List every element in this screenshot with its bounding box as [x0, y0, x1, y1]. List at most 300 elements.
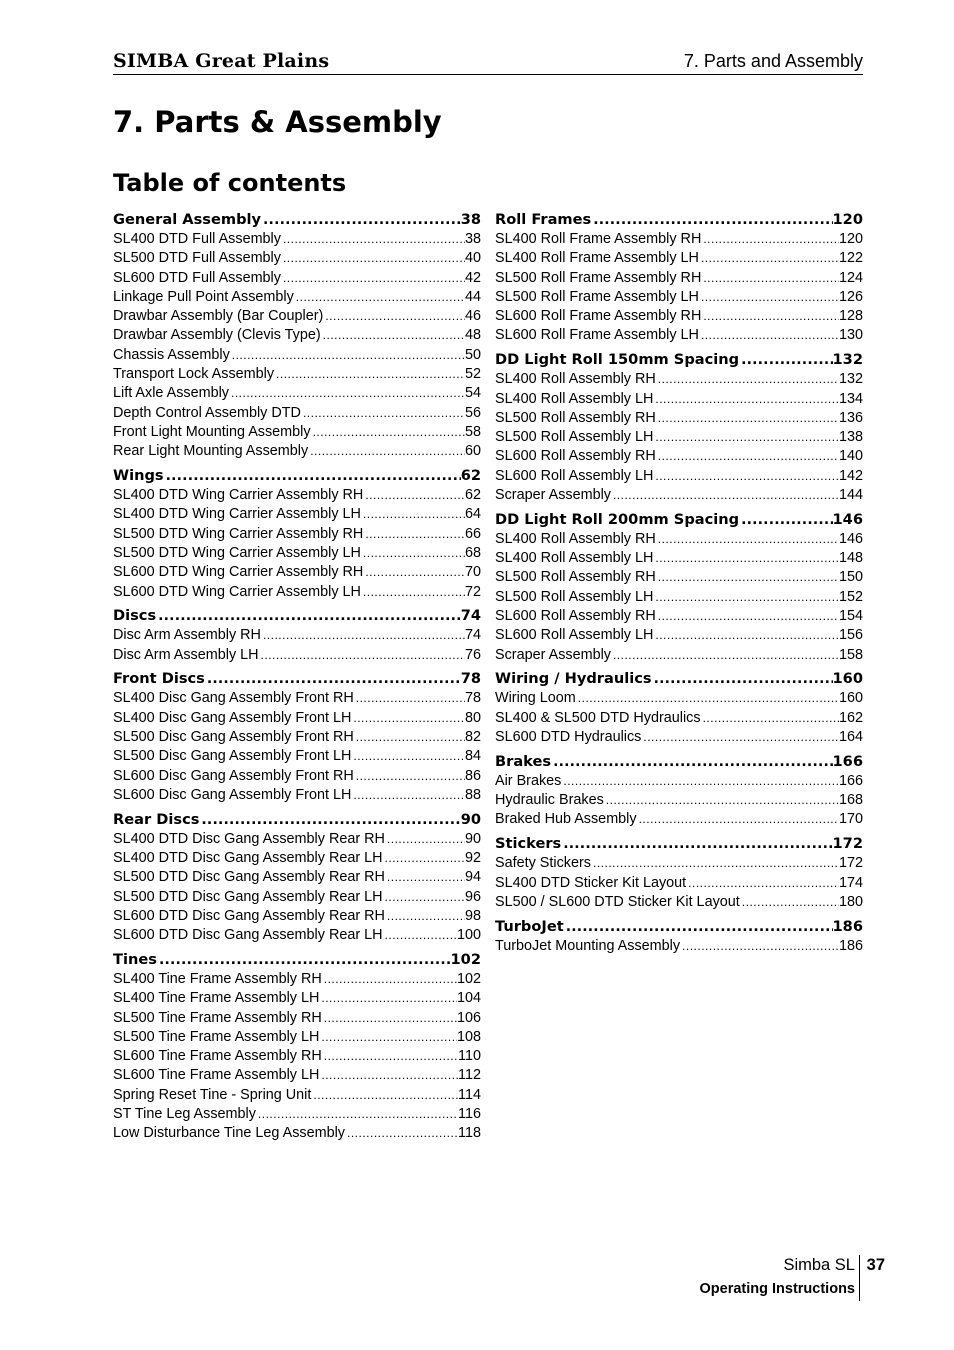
toc-entry-label: SL500 Disc Gang Assembly Front RH	[113, 729, 354, 746]
toc-entry-label: SL500 Disc Gang Assembly Front LH	[113, 748, 352, 765]
toc-section-heading[interactable]	[113, 810, 481, 830]
toc-entry-label: SL400 Roll Assembly LH	[495, 390, 654, 407]
dot-leader	[385, 830, 465, 849]
toc-entry-label: SL400 Roll Assembly RH	[495, 530, 656, 547]
toc-entry[interactable]	[113, 384, 481, 403]
dot-leader	[611, 486, 839, 505]
toc-entry[interactable]	[113, 849, 481, 868]
toc-entry-page: 48	[464, 327, 481, 344]
dot-leader	[281, 230, 465, 249]
toc-entry-label: SL400 Roll Frame Assembly LH	[495, 250, 699, 267]
toc-heading-label: Front Discs	[113, 670, 205, 688]
toc-section-heading[interactable]	[495, 210, 863, 230]
toc-heading-page: 38	[460, 211, 481, 228]
toc-entry[interactable]	[495, 486, 863, 505]
toc-entry-label: Safety Stickers	[495, 855, 591, 872]
dot-leader	[561, 834, 832, 854]
toc-entry[interactable]	[113, 1009, 481, 1028]
toc-entry-label: SL400 Roll Frame Assembly RH	[495, 231, 702, 247]
toc-entry[interactable]	[113, 888, 481, 907]
dot-leader	[354, 767, 465, 786]
dot-leader	[351, 786, 465, 805]
dot-leader	[701, 307, 839, 326]
toc-entry[interactable]	[113, 689, 481, 708]
toc-entry[interactable]	[113, 970, 481, 989]
footer-product-name: Simba SL	[783, 1256, 855, 1274]
toc-entry-label: Chassis Assembly	[113, 346, 230, 363]
toc-entry[interactable]	[113, 868, 481, 887]
dot-leader	[653, 626, 839, 645]
dot-leader	[323, 307, 465, 326]
dot-leader	[311, 423, 465, 442]
toc-entry[interactable]	[113, 404, 481, 423]
toc-entry[interactable]	[113, 767, 481, 786]
toc-entry-page: 86	[464, 767, 481, 784]
toc-entry-page: 118	[458, 1125, 481, 1142]
toc-entry-label: Drawbar Assembly (Clevis Type)	[113, 327, 321, 344]
toc-entry[interactable]	[113, 269, 481, 288]
toc-entry-label: Disc Arm Assembly LH	[113, 646, 259, 663]
dot-leader	[354, 728, 465, 747]
toc-entry-page: 56	[464, 404, 481, 421]
toc-entry[interactable]	[495, 428, 863, 447]
toc-entry[interactable]	[113, 544, 481, 563]
toc-entry-label: Air Brakes	[495, 772, 562, 789]
toc-heading-page: 172	[832, 835, 863, 853]
toc-entry[interactable]	[495, 874, 863, 893]
dot-leader	[383, 849, 465, 868]
toc-entry-label: SL500 Roll Assembly LH	[495, 429, 654, 446]
toc-entry-label: SL600 Roll Assembly RH	[495, 448, 656, 465]
toc-entry-page: 124	[838, 269, 863, 286]
page-footer	[640, 1253, 885, 1301]
toc-entry-page: 78	[464, 690, 481, 707]
footer-divider	[859, 1255, 860, 1301]
dot-leader	[656, 409, 839, 428]
toc-entry[interactable]	[495, 568, 863, 587]
toc-entry[interactable]	[495, 549, 863, 568]
toc-entry-page: 160	[838, 690, 863, 707]
toc-entry-label: SL400 Tine Frame Assembly RH	[113, 971, 322, 987]
dot-leader	[591, 854, 839, 873]
toc-entry[interactable]	[113, 1047, 481, 1066]
toc-entry-label: Linkage Pull Point Assembly	[113, 288, 294, 305]
toc-entry[interactable]	[113, 786, 481, 805]
toc-heading-label: Wings	[113, 467, 164, 485]
toc-entry-label: Disc Arm Assembly RH	[113, 627, 261, 644]
toc-entry-label: Transport Lock Assembly	[113, 366, 275, 383]
toc-entry[interactable]	[113, 230, 481, 249]
toc-entry[interactable]	[495, 791, 863, 810]
dot-leader	[322, 1047, 458, 1066]
dot-leader	[157, 950, 451, 970]
toc-entry-page: 94	[464, 869, 481, 886]
toc-entry[interactable]	[495, 307, 863, 326]
toc-entry[interactable]	[495, 230, 863, 249]
dot-leader	[301, 404, 465, 423]
toc-entry[interactable]	[495, 709, 863, 728]
toc-entry[interactable]	[113, 747, 481, 766]
dot-leader	[319, 989, 457, 1008]
dot-leader	[308, 442, 465, 461]
toc-section	[495, 669, 863, 747]
toc-section	[113, 210, 481, 462]
toc-entry-page: 126	[838, 288, 863, 305]
toc-entry-page: 148	[838, 550, 863, 567]
toc-entry-page: 76	[464, 646, 481, 663]
toc-entry-page: 174	[838, 874, 863, 891]
dot-leader	[321, 326, 465, 345]
toc-entry-page: 144	[838, 487, 863, 504]
toc-entry[interactable]	[113, 1105, 481, 1124]
toc-section-heading[interactable]	[495, 510, 863, 530]
toc-entry-page: 88	[464, 786, 481, 803]
toc-entry[interactable]	[113, 626, 481, 645]
toc-entry-label: Low Disturbance Tine Leg Assembly	[113, 1125, 345, 1142]
toc-entry[interactable]	[113, 365, 481, 384]
toc-entry[interactable]	[495, 269, 863, 288]
toc-entry-page: 134	[838, 390, 863, 407]
toc-entry[interactable]	[113, 1066, 481, 1085]
toc-entry-label: SL400 Roll Assembly RH	[495, 371, 656, 388]
toc-entry[interactable]	[113, 728, 481, 747]
toc-entry[interactable]	[495, 390, 863, 409]
toc-entry-page: 84	[464, 748, 481, 765]
toc-entry-page: 40	[464, 250, 481, 267]
toc-entry-label: SL600 Roll Assembly RH	[495, 608, 656, 625]
toc-heading-page: 74	[460, 607, 481, 625]
toc-entry-page: 112	[458, 1067, 481, 1084]
toc-entry[interactable]	[113, 709, 481, 728]
toc-section-heading[interactable]	[113, 466, 481, 486]
toc-entry-page: 110	[458, 1048, 481, 1065]
toc-entry-label: SL600 Tine Frame Assembly RH	[113, 1048, 322, 1065]
dot-leader	[345, 1124, 458, 1143]
header-section-label: 7. Parts and Assembly	[683, 51, 863, 71]
toc-entry-label: SL600 Roll Frame Assembly LH	[495, 327, 699, 344]
toc-entry-page: 138	[838, 429, 863, 446]
toc-entry[interactable]	[113, 505, 481, 524]
toc-entry-page: 38	[464, 231, 481, 247]
dot-leader	[351, 709, 465, 728]
toc-entry-label: SL400 DTD Sticker Kit Layout	[495, 874, 687, 891]
toc-entry[interactable]	[495, 689, 863, 708]
dot-leader	[205, 669, 461, 689]
toc-section-heading[interactable]	[495, 917, 863, 937]
toc-section	[495, 917, 863, 956]
dot-leader	[656, 607, 839, 626]
toc-entry[interactable]	[113, 583, 481, 602]
toc-entry[interactable]	[495, 467, 863, 486]
toc-entry-page: 68	[464, 544, 481, 561]
dot-leader	[261, 210, 461, 230]
toc-entry[interactable]	[113, 926, 481, 945]
toc-entry[interactable]	[113, 249, 481, 268]
toc-entry[interactable]	[495, 728, 863, 747]
toc-entry[interactable]	[495, 893, 863, 912]
toc-section	[113, 950, 481, 1144]
toc-entry[interactable]	[113, 1124, 481, 1143]
toc-entry-page: 166	[838, 772, 863, 789]
page-title: 7. Parts & Assembly	[113, 105, 442, 139]
toc-entry-label: SL400 Tine Frame Assembly LH	[113, 990, 320, 1007]
toc-entry[interactable]	[113, 288, 481, 307]
toc-entry-label: Spring Reset Tine - Spring Unit	[113, 1086, 312, 1103]
toc-entry-label: Hydraulic Brakes	[495, 792, 604, 809]
toc-section	[495, 210, 863, 346]
dot-leader	[281, 269, 465, 288]
toc-entry-label: SL500 DTD Full Assembly	[113, 250, 281, 267]
toc-entry-label: SL400 DTD Disc Gang Assembly Rear RH	[113, 830, 385, 847]
toc-heading-label: General Assembly	[113, 211, 262, 228]
toc-entry-label: SL400 Roll Assembly LH	[495, 550, 654, 567]
toc-entry[interactable]	[495, 607, 863, 626]
toc-section	[495, 510, 863, 665]
dot-leader	[611, 646, 839, 665]
toc-entry[interactable]	[495, 646, 863, 665]
toc-entry-page: 42	[464, 269, 481, 286]
toc-entry-page: 116	[458, 1106, 481, 1123]
dot-leader	[351, 747, 465, 766]
dot-leader	[385, 907, 465, 926]
dot-leader	[322, 1009, 457, 1028]
brand-simba: SIMBA	[113, 50, 189, 72]
dot-leader	[281, 249, 465, 268]
page-number: 37	[866, 1256, 885, 1274]
dot-leader	[199, 810, 460, 830]
toc-section-heading[interactable]	[113, 210, 481, 230]
toc-heading-label: DD Light Roll 200mm Spacing	[495, 510, 740, 528]
toc-entry-label: SL500 Roll Frame Assembly LH	[495, 288, 699, 305]
dot-leader	[294, 288, 465, 307]
dot-leader	[564, 917, 833, 937]
toc-entry-page: 64	[464, 506, 481, 523]
dot-leader	[641, 728, 839, 747]
dot-leader	[686, 874, 839, 893]
toc-entry-label: SL600 DTD Full Assembly	[113, 269, 281, 286]
toc-entry[interactable]	[495, 370, 863, 389]
toc-entry-page: 90	[464, 830, 481, 847]
dot-leader	[363, 525, 465, 544]
toc-entry-label: SL500 Roll Assembly RH	[495, 409, 656, 426]
dot-leader	[319, 1028, 457, 1047]
toc-column-right	[495, 210, 863, 960]
toc-entry[interactable]	[495, 326, 863, 345]
dot-leader	[229, 384, 465, 403]
toc-entry-label: ST Tine Leg Assembly	[113, 1106, 256, 1123]
toc-entry[interactable]	[113, 1028, 481, 1047]
toc-entry[interactable]	[113, 346, 481, 365]
dot-leader	[361, 583, 465, 602]
toc-entry-label: SL600 DTD Hydraulics	[495, 729, 642, 746]
toc-entry-page: 100	[456, 927, 481, 944]
toc-entry-label: SL500 Tine Frame Assembly LH	[113, 1028, 320, 1045]
toc-entry[interactable]	[495, 937, 863, 956]
toc-entry[interactable]	[495, 249, 863, 268]
toc-entry-label: SL500 DTD Disc Gang Assembly Rear LH	[113, 888, 383, 905]
dot-leader	[354, 689, 465, 708]
toc-entry-page: 130	[838, 327, 863, 344]
toc-entry-page: 158	[838, 646, 863, 663]
toc-entry-label: Scraper Assembly	[495, 646, 611, 663]
toc-section-heading[interactable]	[113, 669, 481, 689]
toc-heading-page: 90	[460, 810, 481, 828]
dot-leader	[653, 428, 839, 447]
toc-entry-page: 58	[464, 423, 481, 440]
toc-entry-label: Drawbar Assembly (Bar Coupler)	[113, 308, 324, 325]
toc-entry-page: 172	[838, 855, 863, 872]
toc-heading-page: 146	[832, 510, 863, 528]
toc-entry[interactable]	[495, 447, 863, 466]
toc-entry-page: 122	[838, 250, 863, 267]
toc-entry[interactable]	[113, 486, 481, 505]
toc-entry[interactable]	[495, 626, 863, 645]
toc-entry-label: SL600 Roll Frame Assembly RH	[495, 308, 702, 325]
toc-entry-page: 54	[464, 385, 481, 402]
toc-entry[interactable]	[495, 854, 863, 873]
toc-entry-page: 80	[464, 709, 481, 726]
dot-leader	[230, 346, 465, 365]
toc-entry-label: SL500 Roll Frame Assembly RH	[495, 269, 702, 286]
toc-entry-page: 108	[456, 1028, 481, 1045]
toc-entry[interactable]	[113, 907, 481, 926]
dot-leader	[156, 606, 461, 626]
toc-entry-page: 142	[838, 467, 863, 484]
toc-entry-page: 74	[464, 627, 481, 644]
dot-leader	[699, 326, 839, 345]
toc-section-heading[interactable]	[495, 834, 863, 854]
toc-entry-label: SL600 Disc Gang Assembly Front LH	[113, 786, 352, 803]
toc-entry-label: SL500 DTD Wing Carrier Assembly LH	[113, 544, 361, 561]
dot-leader	[256, 1105, 458, 1124]
dot-leader	[701, 709, 839, 728]
toc-entry-page: 60	[464, 443, 481, 460]
toc-entry-page: 62	[464, 487, 481, 504]
toc-entry-page: 136	[838, 409, 863, 426]
toc-entry[interactable]	[113, 830, 481, 849]
toc-entry[interactable]	[113, 442, 481, 461]
toc-entry-label: SL500 Tine Frame Assembly RH	[113, 1009, 322, 1026]
toc-entry[interactable]	[113, 423, 481, 442]
toc-entry-page: 152	[838, 588, 863, 605]
toc-entry-page: 154	[838, 608, 863, 625]
toc-entry-page: 146	[838, 530, 863, 547]
dot-leader	[656, 568, 839, 587]
toc-entry[interactable]	[113, 989, 481, 1008]
toc-entry-label: SL400 DTD Full Assembly	[113, 231, 281, 247]
toc-entry-page: 168	[838, 792, 863, 809]
toc-entry-label: Rear Light Mounting Assembly	[113, 443, 309, 460]
dot-leader	[653, 467, 839, 486]
toc-entry-label: SL500 / SL600 DTD Sticker Kit Layout	[495, 893, 740, 910]
toc-entry-page: 106	[456, 1009, 481, 1026]
toc-entry[interactable]	[495, 810, 863, 829]
toc-entry-page: 82	[464, 729, 481, 746]
toc-entry[interactable]	[495, 288, 863, 307]
toc-entry[interactable]	[113, 1086, 481, 1105]
toc-heading-page: 186	[832, 917, 863, 935]
toc-entry[interactable]	[495, 530, 863, 549]
toc-section-heading[interactable]	[495, 752, 863, 772]
toc-entry[interactable]	[113, 563, 481, 582]
dot-leader	[656, 370, 839, 389]
toc-entry-label: SL600 DTD Wing Carrier Assembly RH	[113, 564, 364, 581]
dot-leader	[701, 230, 839, 249]
toc-entry-page: 52	[464, 366, 481, 383]
toc-entry[interactable]	[495, 588, 863, 607]
toc-heading-page: 62	[460, 467, 481, 485]
toc-heading-page: 160	[832, 670, 863, 688]
dot-leader	[739, 510, 832, 530]
toc-entry-label: SL400 Disc Gang Assembly Front RH	[113, 690, 354, 707]
toc-section	[495, 350, 863, 505]
dot-leader	[164, 466, 461, 486]
toc-entry-page: 46	[464, 308, 481, 325]
brand-logo	[113, 50, 329, 72]
toc-entry[interactable]	[113, 326, 481, 345]
toc-section-heading[interactable]	[495, 669, 863, 689]
dot-leader	[361, 544, 465, 563]
toc-entry-page: 96	[464, 888, 481, 905]
toc-entry-page: 50	[464, 346, 481, 363]
toc-entry-label: SL600 Roll Assembly LH	[495, 467, 654, 484]
toc-heading-label: Discs	[113, 607, 157, 625]
toc-entry-page: 66	[464, 525, 481, 542]
toc-entry-page: 170	[838, 811, 863, 828]
toc-entry-label: SL600 DTD Disc Gang Assembly Rear RH	[113, 907, 385, 924]
dot-leader	[576, 689, 839, 708]
toc-heading-page: 166	[832, 752, 863, 770]
dot-leader	[699, 249, 839, 268]
toc-entry[interactable]	[495, 772, 863, 791]
toc-heading-label: Rear Discs	[113, 810, 200, 828]
toc-heading-label: Tines	[113, 951, 157, 968]
toc-section-heading[interactable]	[113, 606, 481, 626]
toc-entry-label: Lift Axle Assembly	[113, 385, 229, 402]
toc-entry-label: SL400 DTD Disc Gang Assembly Rear LH	[113, 850, 383, 867]
toc-entry-label: SL600 Tine Frame Assembly LH	[113, 1067, 320, 1084]
toc-entry[interactable]	[113, 525, 481, 544]
toc-entry-label: SL600 DTD Disc Gang Assembly Rear LH	[113, 927, 383, 944]
toc-heading-label: Wiring / Hydraulics	[495, 670, 652, 688]
toc-entry-page: 140	[838, 448, 863, 465]
toc-entry-page: 186	[838, 937, 863, 954]
toc-section-heading[interactable]	[495, 350, 863, 370]
toc-section-heading[interactable]	[113, 950, 481, 970]
toc-entry-page: 92	[464, 850, 481, 867]
dot-leader	[656, 447, 839, 466]
toc-entry-page: 150	[838, 569, 863, 586]
dot-leader	[637, 810, 839, 829]
toc-entry-page: 102	[456, 971, 481, 987]
toc-entry-label: Front Light Mounting Assembly	[113, 423, 311, 440]
toc-entry-label: Scraper Assembly	[495, 487, 611, 504]
toc-entry[interactable]	[113, 307, 481, 326]
toc-entry[interactable]	[113, 646, 481, 665]
page-header	[113, 48, 863, 75]
toc-entry-page: 120	[838, 231, 863, 247]
toc-entry-page: 72	[464, 583, 481, 600]
toc-entry-label: Braked Hub Assembly	[495, 811, 637, 828]
toc-heading-page: 120	[832, 211, 863, 228]
dot-leader	[653, 549, 839, 568]
dot-leader	[653, 588, 839, 607]
toc-entry[interactable]	[495, 409, 863, 428]
toc-entry-page: 70	[464, 564, 481, 581]
toc-entry-page: 98	[464, 907, 481, 924]
brand-great-plains: Great Plains	[195, 50, 330, 72]
dot-leader	[604, 791, 839, 810]
